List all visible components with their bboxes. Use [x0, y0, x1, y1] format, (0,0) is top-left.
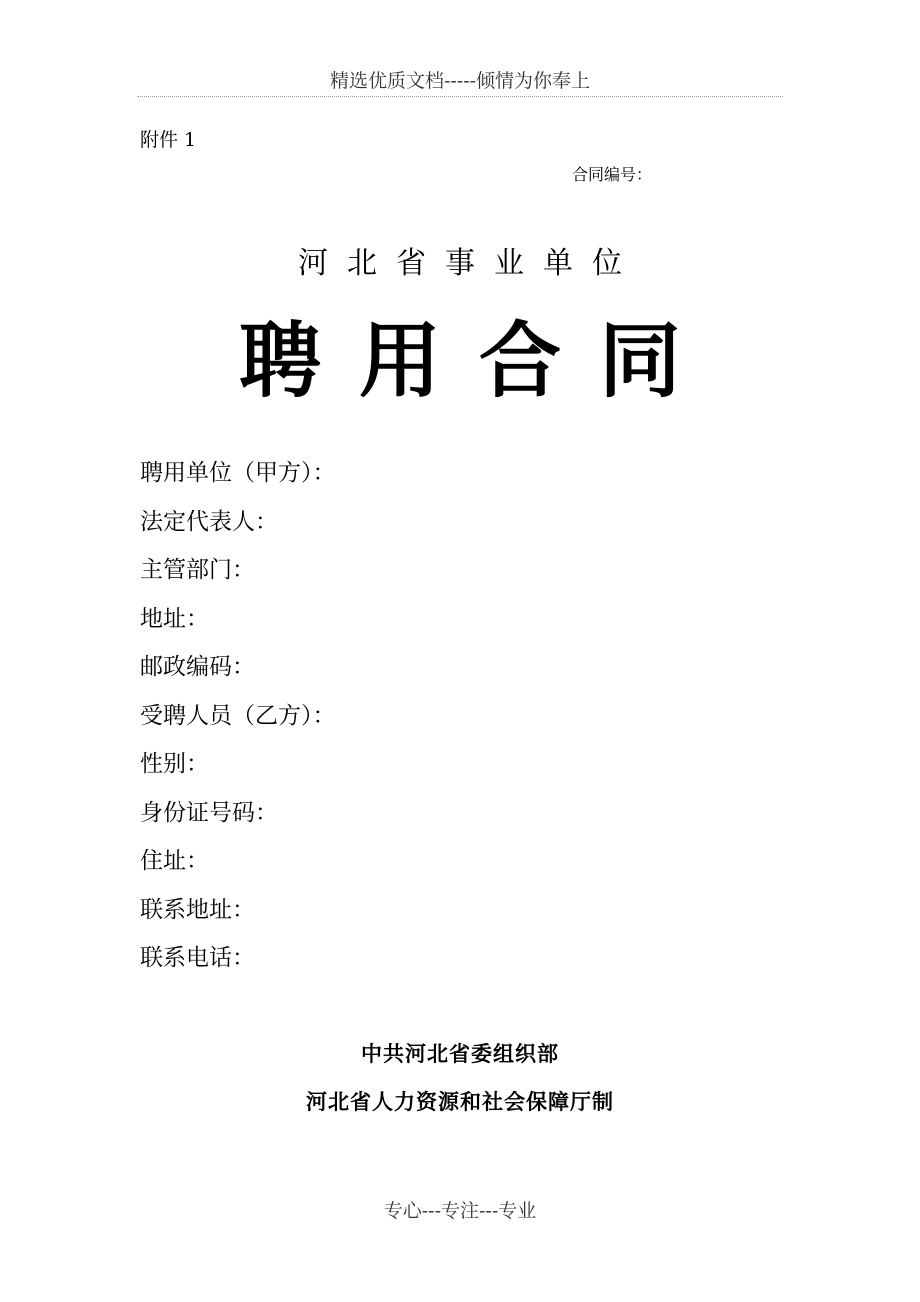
field-gender: 性别：: [140, 751, 209, 777]
field-supervising-department: 主管部门：: [140, 557, 255, 583]
field-employee: 受聘人员（乙方）：: [140, 702, 336, 729]
field-legal-representative: 法定代表人：: [140, 508, 278, 535]
field-postal-code: 邮政编码：: [140, 654, 255, 680]
contract-fields-list: [140, 456, 336, 990]
page-header: 精选优质文档-----倾情为你奉上: [329, 70, 591, 92]
field-contact-phone: 联系电话：: [140, 945, 255, 971]
issuer-organization-department: 中共河北省委组织部: [361, 1041, 559, 1066]
document-subtitle: 河北省事业单位: [298, 246, 641, 281]
field-id-number: 身份证号码：: [140, 799, 278, 826]
contract-number-label: 合同编号：: [572, 165, 653, 184]
issuer-hr-department: 河北省人力资源和社会保障厅制: [306, 1089, 614, 1114]
page-footer: 专心---专注---专业: [383, 1200, 537, 1222]
field-contact-address: 联系地址：: [140, 896, 255, 923]
field-address: 地址：: [140, 605, 209, 632]
attachment-label: 附件 1: [140, 129, 197, 151]
field-residence: 住址：: [140, 848, 209, 874]
field-employer: 聘用单位（甲方）：: [140, 460, 336, 486]
header-divider: [137, 96, 783, 97]
document-title: 聘用合同: [238, 314, 719, 409]
